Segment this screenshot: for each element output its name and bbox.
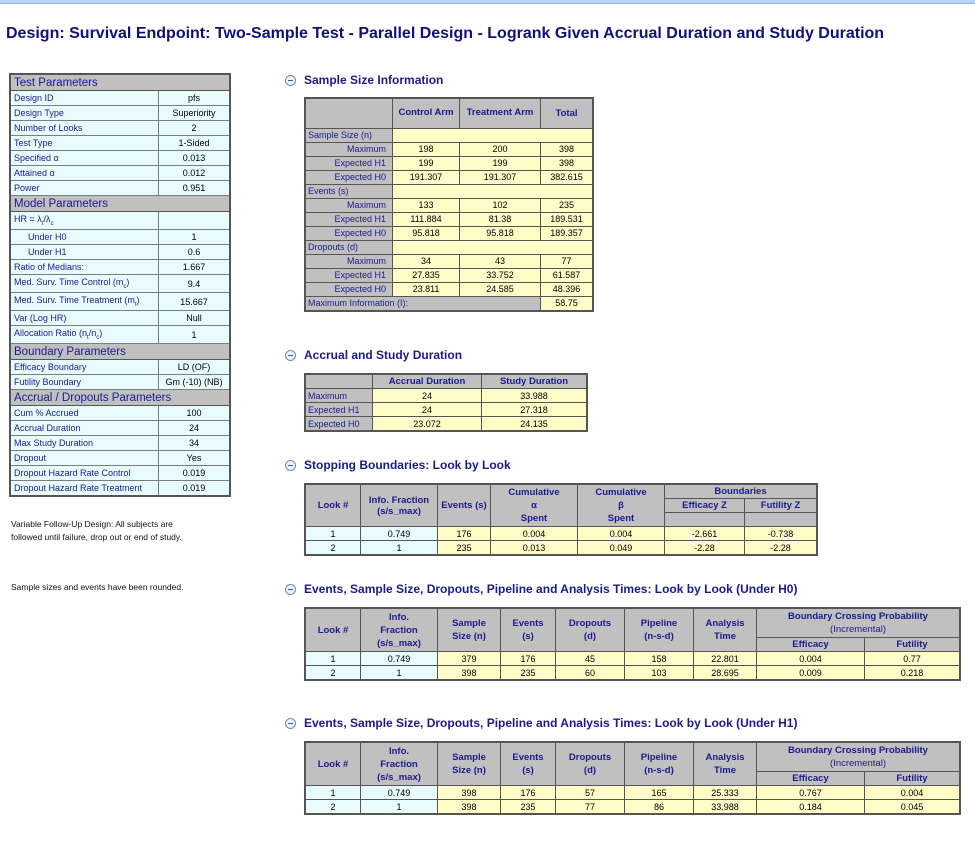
param-row: Dropout Hazard Rate Treatment 0.019 [10, 481, 230, 497]
collapse-icon[interactable] [285, 460, 296, 471]
param-row: Max Study Duration 34 [10, 436, 230, 451]
collapse-icon[interactable] [285, 718, 296, 729]
table-row: Expected H1 24 27.318 [305, 403, 587, 417]
table-row: Expected H0 191.307 191.307 382.615 [305, 170, 593, 184]
param-row: Efficacy Boundary LD (OF) [10, 360, 230, 375]
table-row: Maximum 24 33.988 [305, 389, 587, 403]
table-row: Maximum 133 102 235 [305, 198, 593, 212]
col-analysis-time: Analysis Time [694, 742, 757, 786]
window-top-border [0, 0, 975, 4]
param-row: Ratio of Medians: 1.667 [10, 260, 230, 275]
col-info-fraction: Info. Fraction (s/s_max) [361, 608, 438, 652]
under-h0-table [304, 607, 961, 681]
collapse-icon[interactable] [285, 75, 296, 86]
col-study-duration: Study Duration [482, 374, 588, 389]
param-row: Dropout Yes [10, 451, 230, 466]
table-row: 1 0.749 379 176 45 158 22.801 0.004 0.77 [305, 652, 960, 666]
param-row: Power 0.951 [10, 181, 230, 196]
col-treatment-arm: Treatment Arm [460, 98, 541, 128]
col-futility: Futility [864, 638, 960, 652]
table-row: 2 1 398 235 60 103 28.695 0.009 0.218 [305, 666, 960, 681]
col-total: Total [541, 98, 594, 128]
col-info-fraction: Info. Fraction (s/s_max) [361, 484, 438, 527]
table-row: Expected H1 27.835 33.752 61.587 [305, 268, 593, 282]
param-row: Dropout Hazard Rate Control 0.019 [10, 466, 230, 481]
col-analysis-time: Analysis Time [694, 608, 757, 652]
param-row: Med. Surv. Time Treatment $(m_t)$ 15.667 [10, 293, 230, 311]
col-look: Look # [305, 484, 361, 527]
param-row: Specified α 0.013 [10, 151, 230, 166]
col-control-arm: Control Arm [393, 98, 460, 128]
col-boundary-crossing-probability: Boundary Crossing Probability (Incremental) [757, 742, 961, 772]
col-futility: Futility [864, 772, 960, 786]
under-h1-table [304, 741, 961, 815]
table-row: Expected H1 199 199 398 [305, 156, 593, 170]
table-row: Expected H0 23.811 24.585 48.396 [305, 282, 593, 296]
page-title: Design: Survival Endpoint: Two-Sample Test - Parallel Design - Logrank Given Accrual Duration and Study Duration [6, 25, 885, 42]
param-row: Med. Surv. Time Control $(m_c)$ 9.4 [10, 275, 230, 293]
col-sample-size: Sample Size (n) [438, 742, 501, 786]
group-row: Sample Size (n) [305, 128, 593, 142]
col-pipeline: Pipeline (n-s-d) [625, 608, 694, 652]
group-row: Dropouts (d) [305, 240, 593, 254]
col-events: Events (s) [501, 608, 556, 652]
parameters-panel [9, 73, 231, 497]
col-look: Look # [305, 608, 361, 652]
table-row: Expected H0 95.818 95.818 189.357 [305, 226, 593, 240]
table-row: Expected H0 23.072 24.135 [305, 417, 587, 432]
col-cum-beta: Cumulative β Spent [578, 484, 665, 527]
max-info-row: Maximum Information (I): 58.75 [305, 296, 593, 311]
col-dropouts: Dropouts (d) [556, 742, 625, 786]
param-row: Under H0 1 [10, 230, 230, 245]
param-row: Futility Boundary Gm (-10) (NB) [10, 375, 230, 390]
accrual-parameters-header: Accrual / Dropouts Parameters [10, 390, 230, 406]
section-under-h0[interactable]: Events, Sample Size, Dropouts, Pipeline and Analysis Times: Look by Look (Under H0) [285, 582, 797, 596]
col-events: Events (s) [501, 742, 556, 786]
table-row: Maximum 198 200 398 [305, 142, 593, 156]
col-info-fraction: Info. Fraction (s/s_max) [361, 742, 438, 786]
section-under-h1[interactable]: Events, Sample Size, Dropouts, Pipeline and Analysis Times: Look by Look (Under H1) [285, 716, 797, 730]
group-row: Events (s) [305, 184, 593, 198]
section-stopping-boundaries[interactable]: Stopping Boundaries: Look by Look [285, 458, 511, 472]
model-parameters-header: Model Parameters [10, 196, 230, 212]
table-row: 1 0.749 398 176 57 165 25.333 0.767 0.004 [305, 786, 960, 800]
param-row: Under H1 0.6 [10, 245, 230, 260]
param-row: Cum % Accrued 100 [10, 406, 230, 421]
param-row: Design Type Superiority [10, 106, 230, 121]
col-efficacy-z: Efficacy Z [665, 499, 745, 513]
col-efficacy: Efficacy [757, 638, 865, 652]
table-row: 2 1 398 235 77 86 33.988 0.184 0.045 [305, 800, 960, 815]
param-row: Var (Log HR) Null [10, 311, 230, 326]
sample-size-table [304, 97, 594, 312]
section-accrual-study-duration[interactable]: Accrual and Study Duration [285, 348, 462, 362]
boundary-parameters-header: Boundary Parameters [10, 344, 230, 360]
stopping-boundaries-table [304, 483, 818, 556]
param-row: Test Type 1-Sided [10, 136, 230, 151]
col-boundaries: Boundaries [665, 484, 818, 499]
section-sample-size[interactable]: Sample Size Information [285, 73, 443, 87]
hr-label: HR = $\lambda_t/\lambda_c$ [10, 212, 159, 230]
param-row: Number of Looks 2 [10, 121, 230, 136]
param-row: Allocation Ratio $(n_t/n_c)$ 1 [10, 326, 230, 344]
col-pipeline: Pipeline (n-s-d) [625, 742, 694, 786]
param-row: Design ID pfs [10, 91, 230, 106]
col-accrual-duration: Accrual Duration [373, 374, 482, 389]
table-row: 1 0.749 176 0.004 0.004 -2.661 -0.738 [305, 527, 817, 541]
collapse-icon[interactable] [285, 584, 296, 595]
param-row: Attained α 0.012 [10, 166, 230, 181]
table-row: 2 1 235 0.013 0.049 -2.28 -2.28 [305, 541, 817, 556]
table-row: Maximum 34 43 77 [305, 254, 593, 268]
col-boundary-crossing-probability: Boundary Crossing Probability (Incremental) [757, 608, 961, 638]
param-row [10, 212, 230, 230]
test-parameters-header: Test Parameters [10, 74, 230, 91]
rounding-note: Sample sizes and events have been rounded. [11, 582, 184, 592]
col-futility-z: Futility Z [745, 499, 817, 513]
col-efficacy: Efficacy [757, 772, 865, 786]
col-cum-alpha: Cumulative α Spent [491, 484, 578, 527]
col-dropouts: Dropouts (d) [556, 608, 625, 652]
collapse-icon[interactable] [285, 350, 296, 361]
follow-up-note: Variable Follow-Up Design: All subjects are followed until failure, drop out or end of study. [11, 519, 182, 542]
param-row: Accrual Duration 24 [10, 421, 230, 436]
duration-table [304, 373, 588, 432]
col-look: Look # [305, 742, 361, 786]
col-events: Events (s) [438, 484, 491, 527]
col-sample-size: Sample Size (n) [438, 608, 501, 652]
table-row: Expected H1 111.884 81.38 189.531 [305, 212, 593, 226]
